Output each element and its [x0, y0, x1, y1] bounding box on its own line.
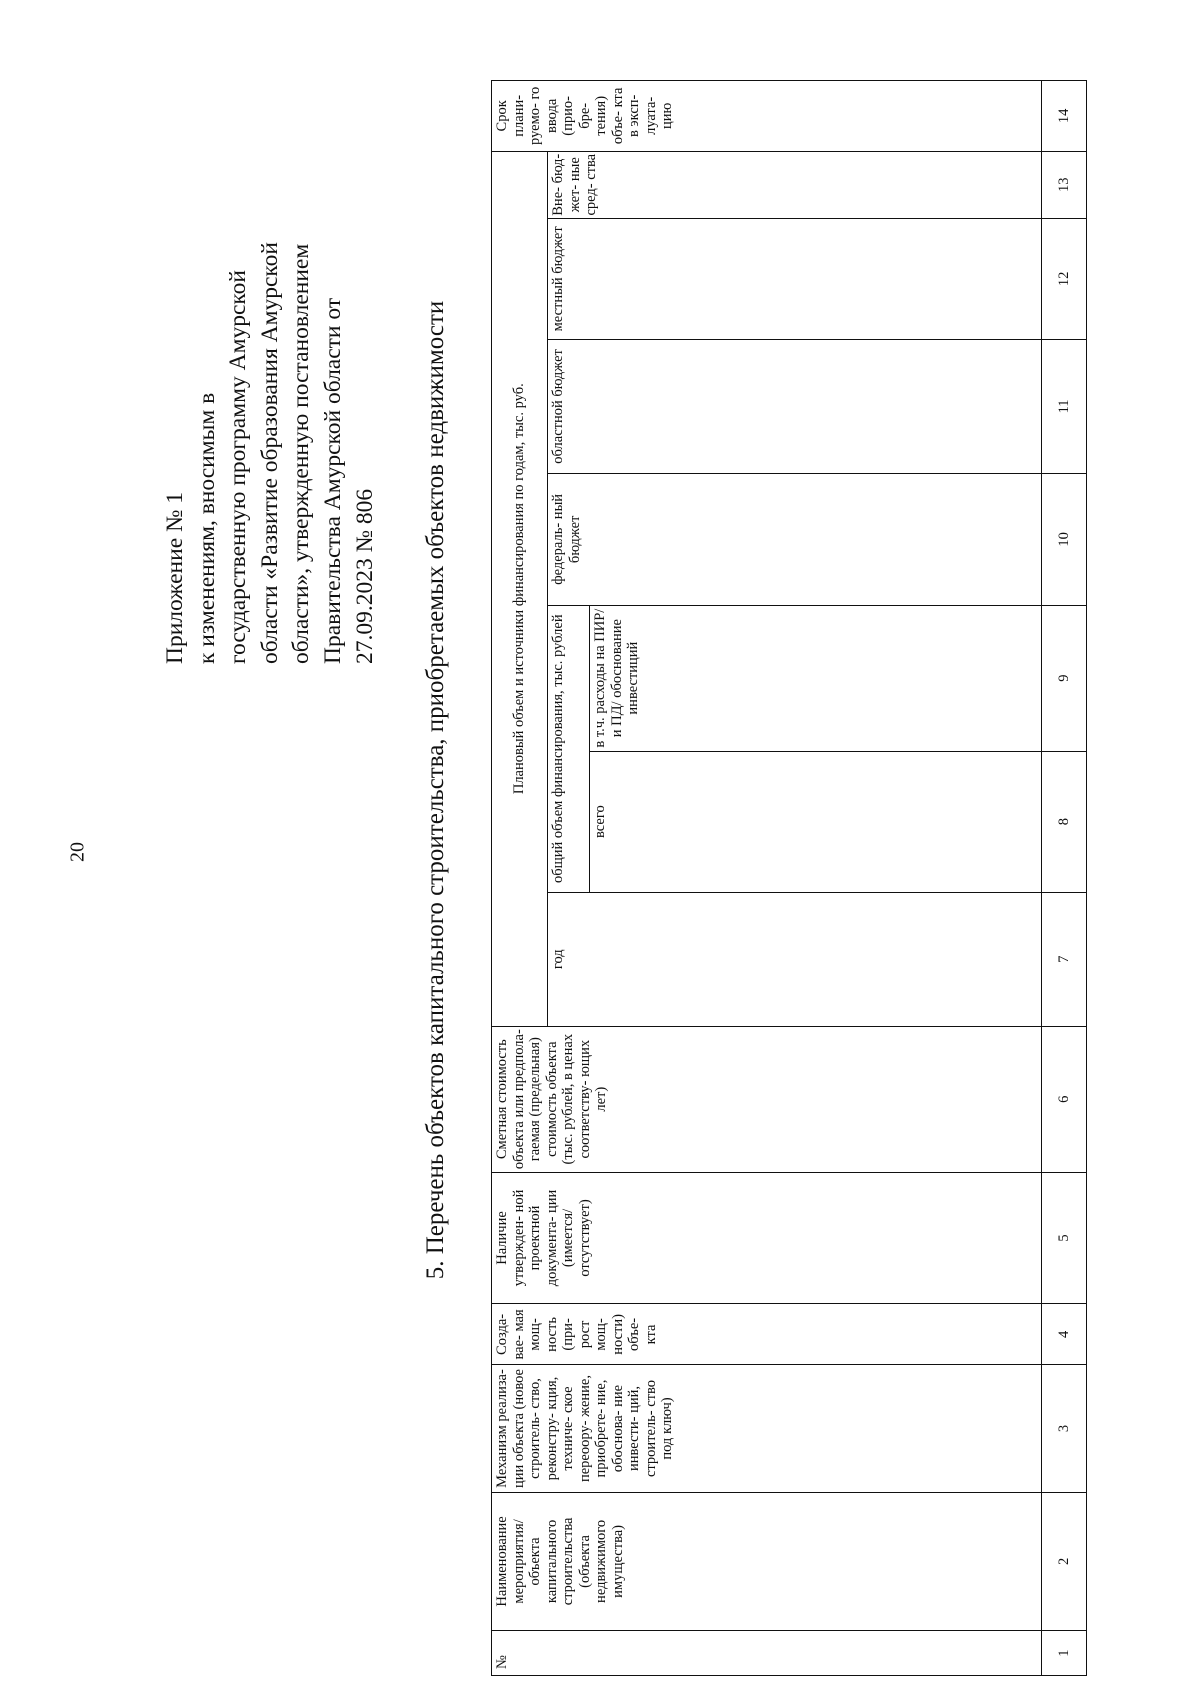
objects-table [491, 80, 1086, 1676]
section-title: 5. Перечень объектов капитального строительства, приобретаемых объектов недвижимости [422, 300, 449, 1280]
column-number: 1 [1042, 1631, 1087, 1676]
caption-line: области», утвержденную постановлением [288, 243, 315, 664]
header-local: местный бюджет [548, 218, 1042, 339]
column-number: 6 [1042, 1026, 1087, 1172]
page-number: 20 [66, 842, 89, 862]
header-regional: областной бюджет [548, 339, 1042, 473]
column-number: 14 [1042, 81, 1087, 152]
header-financing-group: Плановый объем и источники финансирования по годам, тыс. руб. [492, 151, 548, 1026]
header-mechanism: Механизм реализа- ции объекта (новое строитель- ство, реконстру- кция, техниче- ское переоору- жение, приобрете- ние, обоснова- ние инвести- ций, строитель- ство под ключ) [492, 1365, 1042, 1492]
header-capacity: Созда- вае- мая мощ- ность (при- рост мощ- ности) объе- кта [492, 1304, 1042, 1365]
column-number: 10 [1042, 473, 1087, 605]
header-no: № [492, 1631, 1042, 1676]
caption-line: государственную программу Амурской [225, 270, 252, 664]
header-total-volume: общий объем финансирования, тыс. рублей [548, 605, 590, 892]
column-number: 3 [1042, 1365, 1087, 1492]
column-number: 2 [1042, 1492, 1087, 1631]
header-incl-pir: в т.ч. расходы на ПИР/и ПД/ обоснование инвестиций [590, 605, 1042, 751]
header-estimate: Сметная стоимость объекта или предпола- гаемая (предельная) стоимость объекта (тыс. рублей, в ценах соответству- ющих лет) [492, 1026, 1042, 1172]
header-commissioning: Срок плани- руемо- го ввода (прио- бре- тения) объе- кта в эксп- луата- цию [492, 81, 1042, 152]
column-number: 13 [1042, 151, 1087, 218]
column-number: 7 [1042, 892, 1087, 1026]
caption-line: 27.09.2023 № 806 [351, 488, 378, 664]
header-year: год [548, 892, 1042, 1026]
column-number: 9 [1042, 605, 1087, 751]
header-total: всего [590, 751, 1042, 892]
column-number: 4 [1042, 1304, 1087, 1365]
header-federal: федераль- ный бюджет [548, 473, 1042, 605]
caption-line: к изменениям, вносимым в [193, 392, 220, 664]
column-number: 5 [1042, 1172, 1087, 1304]
column-number: 8 [1042, 751, 1087, 892]
caption-line: области «Развитие образования Амурской [256, 242, 283, 664]
caption-line: Правительства Амурской области от [319, 297, 346, 664]
header-documentation: Наличие утвержден- ной проектной документа- ции (имеется/ отсутствует) [492, 1172, 1042, 1304]
appendix-caption [160, 0, 381, 664]
header-name: Наименование мероприятия/ объекта капитального строительства (объекта недвижимого имущества) [492, 1492, 1042, 1631]
column-number: 11 [1042, 339, 1087, 473]
caption-line: Приложение № 1 [162, 491, 188, 664]
column-number: 12 [1042, 218, 1087, 339]
header-extra-budget: Вне- бюд- жет- ные сред- ства [548, 151, 1042, 218]
